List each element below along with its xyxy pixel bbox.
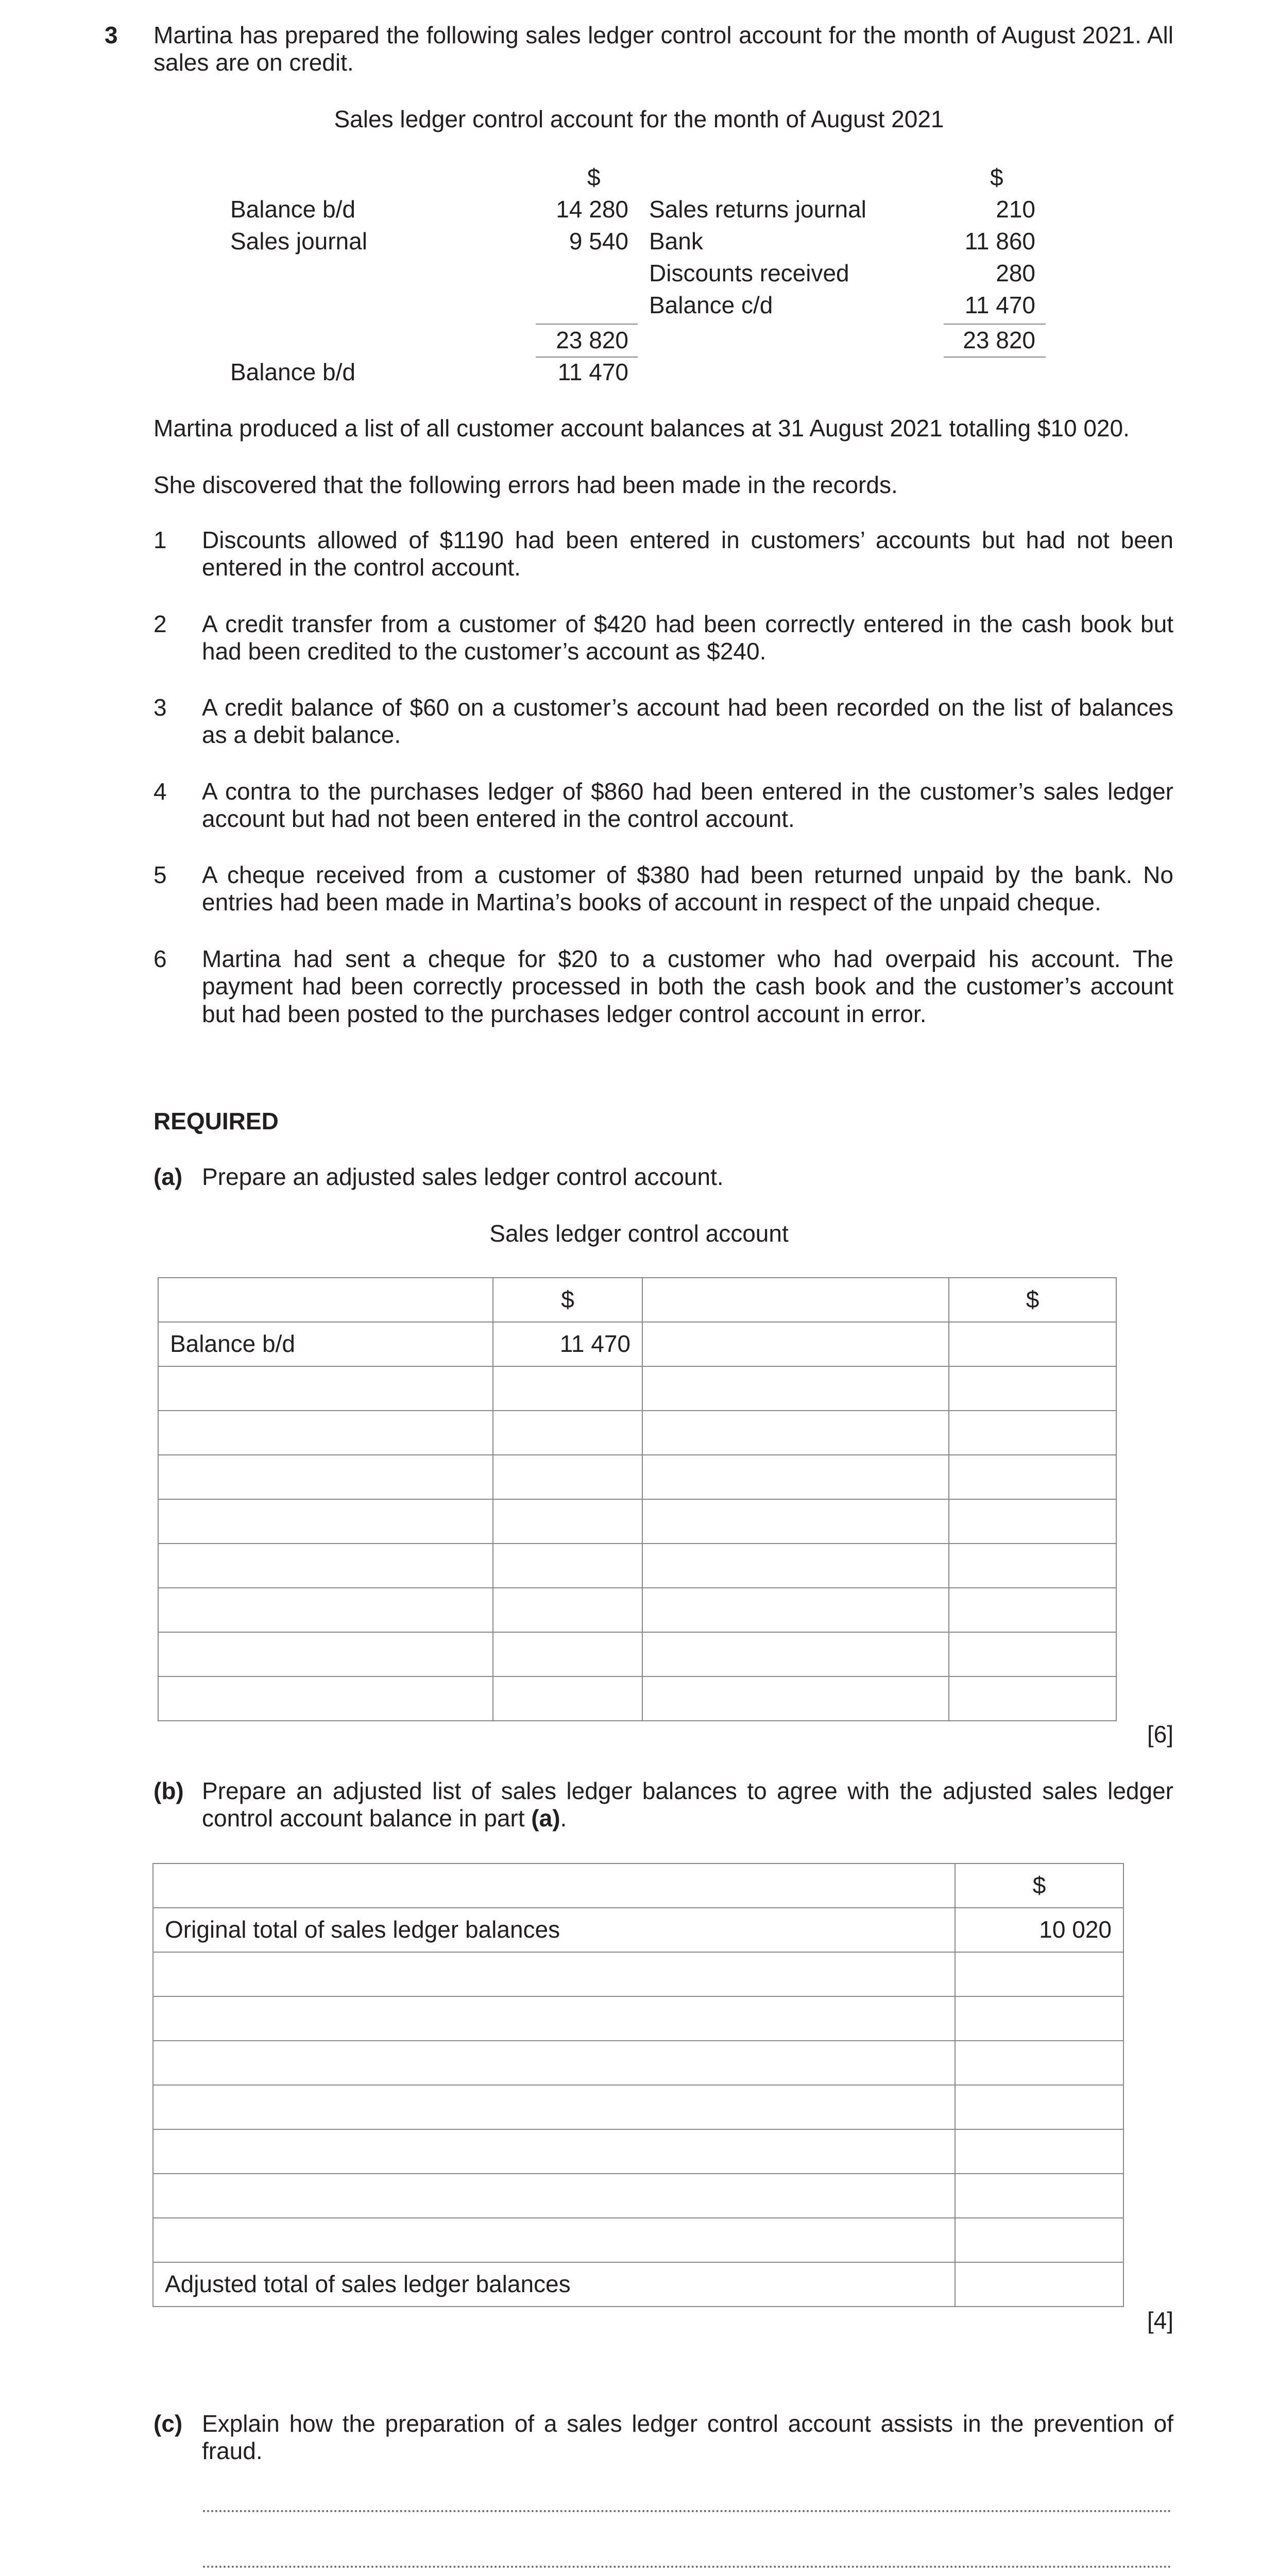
currency-header-right: $ (949, 1278, 1116, 1322)
table-cell[interactable] (642, 1499, 949, 1544)
table-cell[interactable] (493, 1676, 642, 1721)
currency-header-left: $ (493, 1278, 642, 1322)
given-credit-label: Balance c/d (649, 292, 773, 318)
table-cell[interactable] (955, 2218, 1123, 2262)
table-header-row (158, 1278, 1116, 1322)
question-number: 3 (105, 22, 118, 48)
given-debit-label: Sales journal (230, 228, 367, 255)
part-a-text: Prepare an adjusted sales ledger control account. (202, 1163, 724, 1190)
table-cell[interactable] (153, 2129, 955, 2174)
error-number: 6 (154, 945, 167, 972)
table-cell[interactable] (158, 1632, 493, 1676)
table-cell[interactable] (949, 1499, 1116, 1544)
table-cell[interactable] (158, 1544, 493, 1588)
given-debit-amount: 14 280 (556, 196, 628, 223)
table-cell[interactable] (955, 2174, 1123, 2218)
table-cell[interactable] (493, 1411, 642, 1455)
table-cell[interactable] (493, 1544, 642, 1588)
table-row (153, 2129, 1123, 2174)
given-credit-amount: 210 (996, 196, 1035, 223)
total-rule-right-top (944, 324, 1046, 325)
part-c-text: Explain how the preparation of a sales ledger control account assists in the prevention of fraud. (202, 2410, 1173, 2465)
part-a-marks: [6] (1147, 1721, 1173, 1748)
table-cell[interactable] (949, 1411, 1116, 1455)
table-cell[interactable] (955, 1952, 1123, 1996)
table-cell[interactable] (642, 1588, 949, 1632)
table-cell[interactable] (955, 2129, 1123, 2174)
table-cell[interactable] (153, 2041, 955, 2085)
original-total-amount: 10 020 (955, 1908, 1123, 1952)
table-cell[interactable] (493, 1366, 642, 1411)
error-number: 5 (154, 861, 167, 888)
table-cell[interactable] (153, 1996, 955, 2041)
error-number: 2 (154, 611, 167, 637)
table-cell[interactable] (158, 1499, 493, 1544)
table-cell[interactable] (493, 1499, 642, 1544)
part-b-label: (b) (154, 1777, 184, 1804)
table-cell[interactable] (949, 1366, 1116, 1411)
given-credit-amount: 280 (996, 260, 1035, 286)
total-rule-left-top (536, 324, 638, 325)
table-cell[interactable] (153, 2085, 955, 2129)
error-text: A cheque received from a customer of $380 had been returned unpaid by the bank. No entries had been made in Martina’s books of account in respect of the unpaid cheque. (202, 861, 1173, 916)
table-row (158, 1676, 1116, 1721)
table-row (153, 2218, 1123, 2262)
table-cell[interactable] (158, 1676, 493, 1721)
balance-bd-label: Balance b/d (158, 1322, 493, 1366)
given-total-left: 23 820 (556, 327, 628, 353)
original-total-label: Original total of sales ledger balances (153, 1908, 955, 1952)
error-number: 1 (154, 527, 167, 553)
error-text: A credit balance of $60 on a customer’s account had been recorded on the list of balances as a debit balance. (202, 694, 1173, 749)
adjusted-control-account-table (158, 1277, 1117, 1721)
part-b-text-main: Prepare an adjusted list of sales ledger balances to agree with the adjusted sales ledger control account balance in part (202, 1777, 1173, 1832)
table-cell[interactable] (642, 1278, 949, 1322)
table-cell[interactable] (642, 1455, 949, 1499)
table-row (158, 1322, 1116, 1366)
table-cell[interactable] (642, 1632, 949, 1676)
table-cell[interactable] (153, 1952, 955, 1996)
part-b-text-end: . (560, 1805, 567, 1832)
table-cell[interactable] (949, 1544, 1116, 1588)
table-row (158, 1411, 1116, 1455)
part-a-label: (a) (154, 1163, 183, 1190)
given-balance-bd-amount: 11 470 (557, 359, 628, 385)
total-rule-right-bottom (944, 357, 1046, 358)
table-cell[interactable] (153, 2174, 955, 2218)
table-row (158, 1366, 1116, 1411)
table-row (153, 1952, 1123, 1996)
part-a-table-title: Sales ledger control account (489, 1220, 789, 1247)
table-row (158, 1499, 1116, 1544)
table-row (158, 1455, 1116, 1499)
table-cell[interactable] (493, 1455, 642, 1499)
given-currency-right: $ (990, 164, 1003, 191)
table-row (158, 1588, 1116, 1632)
table-cell[interactable] (642, 1411, 949, 1455)
given-credit-amount: 11 470 (964, 292, 1035, 318)
adjusted-total-amount[interactable] (955, 2262, 1123, 2307)
table-cell[interactable] (493, 1632, 642, 1676)
given-credit-label: Sales returns journal (649, 196, 866, 223)
answer-line[interactable] (203, 2566, 1171, 2568)
given-debit-label: Balance b/d (230, 196, 355, 223)
table-cell[interactable] (642, 1366, 949, 1411)
given-total-right: 23 820 (963, 327, 1035, 353)
part-b-text (202, 1777, 1173, 1833)
table-cell[interactable] (158, 1278, 493, 1322)
table-cell[interactable] (642, 1322, 949, 1366)
error-text: Martina had sent a cheque for $20 to a customer who had overpaid his account. The payment had been correctly processed in both the cash book and the customer’s account but had been posted to the purchases ledger control account in error. (202, 945, 1173, 1027)
table-cell[interactable] (949, 1455, 1116, 1499)
given-credit-label: Discounts received (649, 260, 849, 286)
given-account-title: Sales ledger control account for the month of August 2021 (334, 106, 944, 132)
table-row (153, 2085, 1123, 2129)
part-b-text-ref: (a) (531, 1805, 560, 1832)
part-c-label: (c) (154, 2410, 183, 2437)
table-cell[interactable] (642, 1544, 949, 1588)
table-row (153, 2041, 1123, 2085)
given-currency-left: $ (587, 164, 601, 191)
errors-intro: She discovered that the following errors had been made in the records. (154, 471, 898, 498)
balance-bd-amount: 11 470 (493, 1322, 642, 1366)
table-cell[interactable] (949, 1676, 1116, 1721)
table-row (153, 2262, 1123, 2307)
required-heading: REQUIRED (154, 1108, 279, 1134)
adjusted-total-label: Adjusted total of sales ledger balances (153, 2262, 955, 2307)
part-b-marks: [4] (1147, 2307, 1173, 2334)
table-cell[interactable] (493, 1588, 642, 1632)
table-row (158, 1632, 1116, 1676)
given-credit-label: Bank (649, 228, 703, 255)
table-cell[interactable] (153, 1863, 955, 1908)
table-cell[interactable] (158, 1411, 493, 1455)
table-cell[interactable] (955, 1996, 1123, 2041)
table-cell[interactable] (955, 2085, 1123, 2129)
currency-header: $ (955, 1863, 1123, 1908)
error-text: Discounts allowed of $1190 had been entered in customers’ accounts but had not been entered in the control account. (202, 527, 1173, 581)
table-row (153, 2174, 1123, 2218)
table-row (158, 1544, 1116, 1588)
list-balances-text: Martina produced a list of all customer account balances at 31 August 2021 totalling $10 020. (154, 415, 1130, 442)
table-cell[interactable] (158, 1588, 493, 1632)
error-number: 4 (154, 778, 167, 805)
table-header-row (153, 1863, 1123, 1908)
given-balance-bd-label: Balance b/d (230, 359, 355, 385)
table-cell[interactable] (955, 2041, 1123, 2085)
error-text: A credit transfer from a customer of $420 had been correctly entered in the cash book but had been credited to the customer’s account as $240. (202, 611, 1173, 665)
error-number: 3 (154, 694, 167, 721)
adjusted-balances-table (152, 1863, 1124, 2307)
table-cell[interactable] (642, 1676, 949, 1721)
table-cell[interactable] (153, 2218, 955, 2262)
total-rule-left-bottom (536, 357, 638, 358)
error-text: A contra to the purchases ledger of $860 had been entered in the customer’s sales ledger account but had not been entered in the control account. (202, 778, 1173, 833)
given-credit-amount: 11 860 (964, 228, 1035, 255)
table-row (153, 1908, 1123, 1952)
table-cell[interactable] (949, 1588, 1116, 1632)
table-cell[interactable] (158, 1455, 493, 1499)
table-cell[interactable] (158, 1366, 493, 1411)
given-debit-amount: 9 540 (569, 228, 628, 255)
table-row (153, 1996, 1123, 2041)
table-cell[interactable] (949, 1632, 1116, 1676)
question-intro: Martina has prepared the following sales ledger control account for the month of August 2021. All sales are on credit. (154, 22, 1173, 76)
answer-line[interactable] (203, 2510, 1171, 2512)
table-cell[interactable] (949, 1322, 1116, 1366)
